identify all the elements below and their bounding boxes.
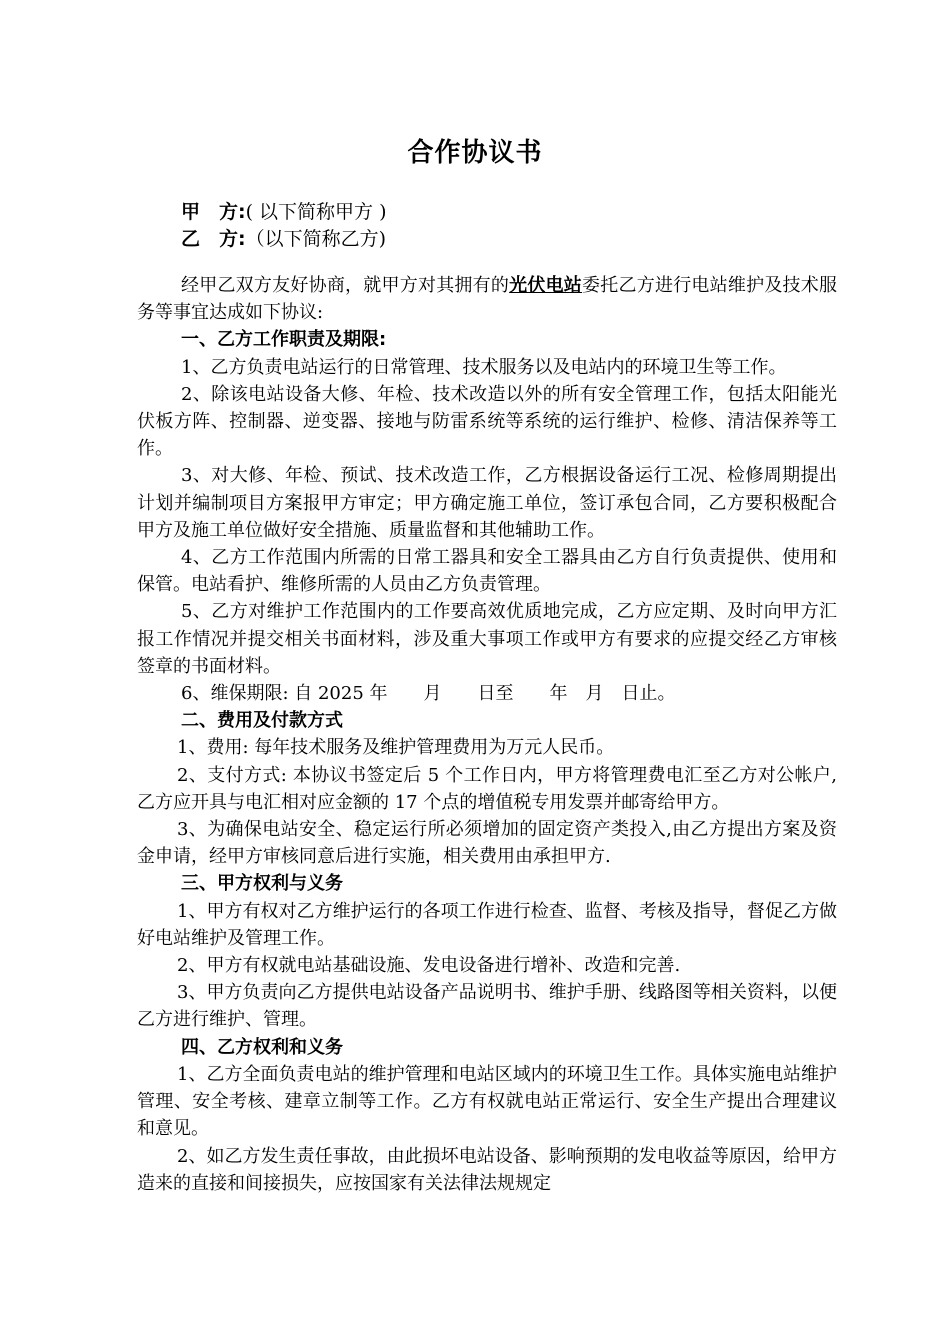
section-item: 2、支付方式: 本协议书签定后 5 个工作日内，甲方将管理费电汇至乙方对公帐户,乙方应开具与电汇相对应金额的 17 个点的增值税专用发票并邮寄给甲方。 [137,764,837,813]
party-a-line [181,199,387,225]
party-a-note: ( 以下简称甲方 ) [245,201,387,223]
section-heading: 四、乙方权利和义务 [181,1036,343,1058]
section-item: 6、维保期限: 自 2025 年 月 日至 年 月 日止。 [181,683,676,705]
section-item: 3、为确保电站安全、稳定运行所必须增加的固定资产类投入,由乙方提出方案及资金申请，经甲方审核同意后进行实施，相关费用由承担甲方. [137,819,837,868]
section-item: 5、乙方对维护工作范围内的工作要高效优质地完成，乙方应定期、及时向甲方汇报工作情况并提交相关书面材料，涉及重大事项工作或甲方有要求的应提交经乙方审核签章的书面材料。 [137,601,837,677]
section-item: 1、甲方有权对乙方维护运行的各项工作进行检查、监督、考核及指导，督促乙方做好电站维护及管理工作。 [137,900,837,949]
intro-emphasis: 光伏电站 [509,275,583,296]
section-item: 3、对大修、年检、预试、技术改造工作，乙方根据设备运行工况、检修周期提出计划并编制项目方案报甲方审定；甲方确定施工单位，签订承包合同，乙方要积极配合甲方及施工单位做好安全措施、质量监督和其他辅助工作。 [137,465,837,541]
section-item: 1、乙方全面负责电站的维护管理和电站区域内的环境卫生工作。具体实施电站维护管理、安全考核、建章立制等工作。乙方有权就电站正常运行、安全生产提出合理建议和意见。 [137,1063,837,1140]
party-b-line [181,226,386,252]
party-b-label: 乙 方: [181,228,246,250]
intro-text-end: 委托乙方进行电站维护及技术服务等事宜达成如下协议: [137,275,838,324]
section-item: 2、除该电站设备大修、年检、技术改造以外的所有安全管理工作，包括太阳能光伏板方阵、控制器、逆变器、接地与防雷系统等系统的运行维护、检修、清洁保养等工作。 [137,383,837,460]
section-item: 2、如乙方发生责任事故，由此损坏电站设备、影响预期的发电收益等原因，给甲方造来的直接和间接损失，应按国家有关法律法规规定 [137,1145,837,1194]
document-title: 合作协议书 [407,138,543,168]
section-item: 3、甲方负责向乙方提供电站设备产品说明书、维护手册、线路图等相关资料，以便乙方进行维护、管理。 [137,982,837,1031]
section-item: 2、甲方有权就电站基础设施、发电设备进行增补、改造和完善. [177,955,681,977]
intro-text: 经甲乙双方友好协商，就甲方对其拥有的 [181,275,510,296]
section-item: 4、乙方工作范围内所需的日常工器具和安全工器具由乙方自行负责提供、使用和保管。电站看护、维修所需的人员由乙方负责管理。 [137,547,837,596]
party-b-note: （以下简称乙方) [245,228,387,250]
section-item: 1、乙方负责电站运行的日常管理、技术服务以及电站内的环境卫生等工作。 [181,356,787,378]
party-a-label: 甲 方: [181,201,246,223]
agreement-body [137,272,837,1197]
section-heading: 二、费用及付款方式 [181,710,343,732]
section-item: 1、费用: 每年技术服务及维护管理费用为万元人民币。 [177,737,615,759]
intro-paragraph [137,272,837,326]
section-heading: 三、甲方权利与义务 [181,873,343,895]
section-heading: 一、乙方工作职责及期限: [181,329,387,351]
